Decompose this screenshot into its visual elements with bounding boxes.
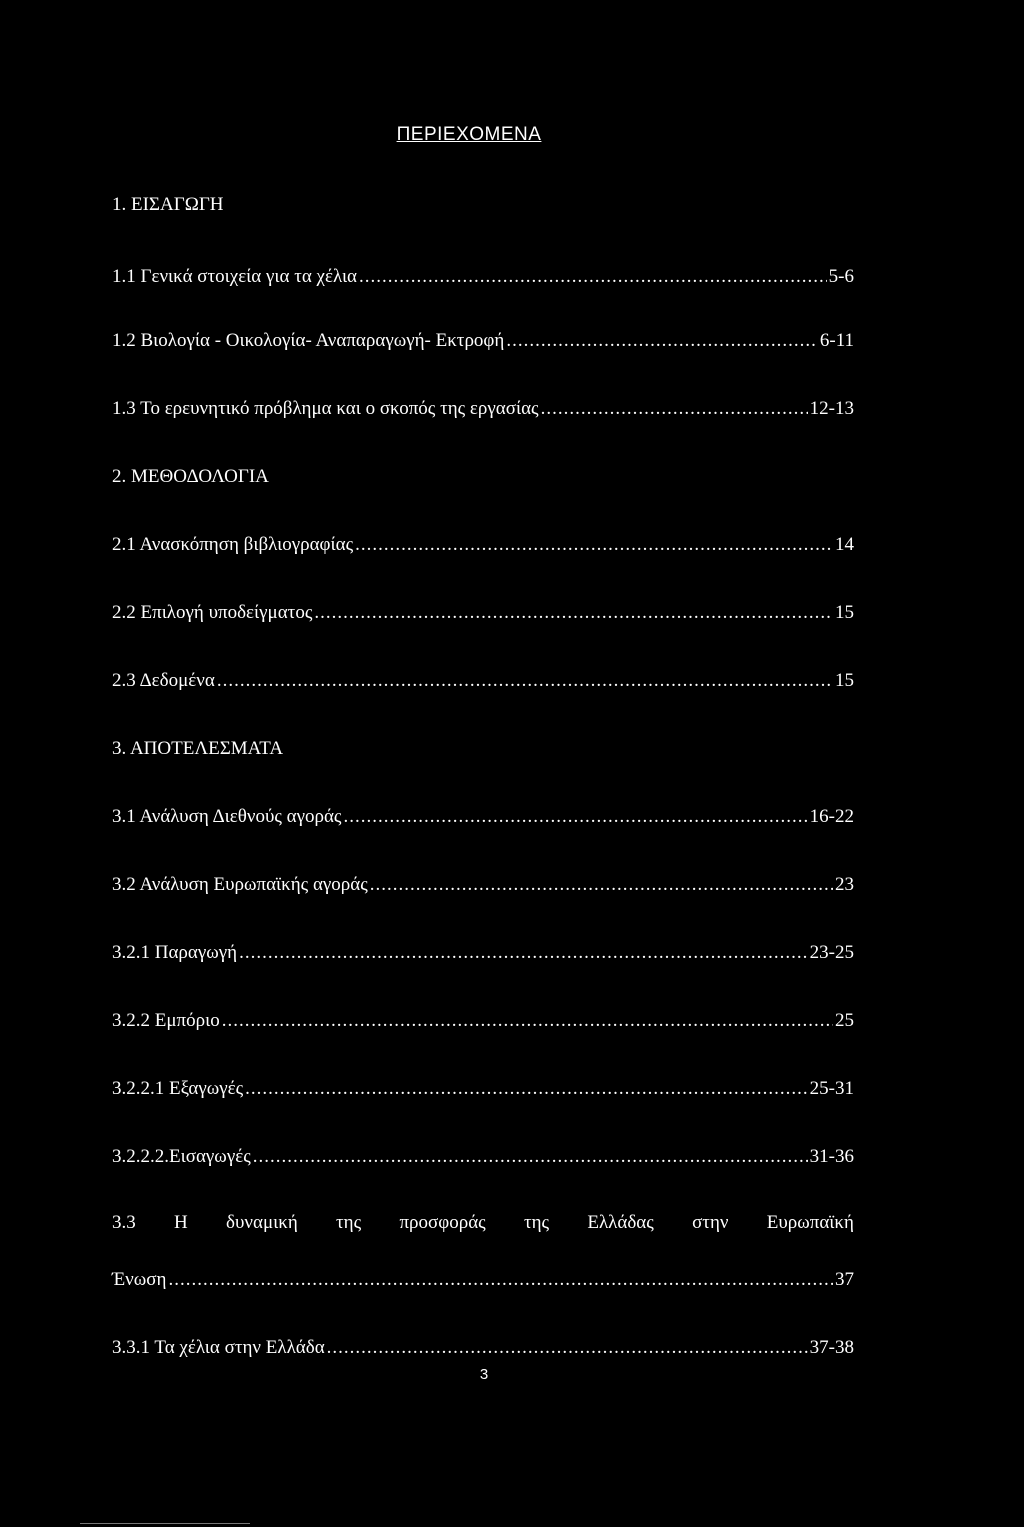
toc-entry-page: 37-38	[809, 1337, 854, 1358]
page-title: ΠΕΡΙΕΧΟΜΕΝΑ	[396, 124, 542, 145]
toc-entry-label: 1.1 Γενικά στοιχεία για τα χέλια	[112, 266, 358, 287]
toc-leader-dots	[239, 941, 808, 965]
toc-leader-dots	[343, 805, 807, 829]
toc-entry-2-3	[112, 669, 854, 693]
toc-entry-page: 16-22	[809, 806, 854, 827]
toc-entry-1-1	[112, 265, 854, 289]
toc-entry-label: Ένωση	[112, 1269, 167, 1290]
toc-entry-3-2-2	[112, 1009, 854, 1033]
toc-word: της	[336, 1212, 362, 1233]
toc-word: της	[523, 1212, 550, 1233]
toc-entry-label: 3.3.1 Τα χέλια στην Ελλάδα	[112, 1337, 325, 1358]
toc-leader-dots	[222, 1009, 833, 1033]
toc-entry-page: 23-25	[809, 942, 854, 963]
toc-entry-page: 31-36	[809, 1146, 854, 1167]
toc-leader-dots	[359, 265, 827, 289]
toc-entry-page: 23	[835, 874, 854, 895]
toc-entry-page: 14	[835, 534, 854, 555]
toc-leader-dots	[168, 1268, 833, 1292]
page-number: 3	[479, 1366, 489, 1383]
footer-rule	[80, 1523, 250, 1524]
toc-word: δυναμική	[226, 1212, 298, 1233]
section-heading-methodology: 2. ΜΕΘΟΔΟΛΟΓΙΑ	[112, 466, 269, 487]
toc-entry-1-2	[112, 329, 854, 353]
toc-entry-page: 12-13	[809, 398, 854, 419]
section-heading-introduction: 1. ΕΙΣΑΓΩΓΗ	[112, 194, 224, 215]
toc-entry-label: 2.3 Δεδομένα	[112, 670, 215, 691]
toc-entry-3-2	[112, 873, 854, 897]
toc-entry-label: 3.2 Ανάλυση Ευρωπαϊκής αγοράς	[112, 874, 368, 895]
toc-entry-1-3	[112, 397, 854, 421]
toc-leader-dots	[506, 329, 818, 353]
toc-entry-label: 3.1 Ανάλυση Διεθνούς αγοράς	[112, 806, 342, 827]
toc-leader-dots	[245, 1077, 808, 1101]
toc-entry-3-3-continuation	[112, 1268, 854, 1292]
section-heading-results: 3. ΑΠΟΤΕΛΕΣΜΑΤΑ	[112, 738, 284, 759]
toc-leader-dots	[327, 1336, 808, 1360]
toc-leader-dots	[314, 601, 833, 625]
toc-word: προσφοράς	[399, 1212, 486, 1233]
toc-entry-3-2-1	[112, 941, 854, 965]
toc-entry-label: 2.2 Επιλογή υποδείγματος	[112, 602, 313, 623]
toc-entry-label: 3.2.2.2.Εισαγωγές	[112, 1146, 251, 1167]
toc-entry-label: 2.1 Ανασκόπηση βιβλιογραφίας	[112, 534, 354, 555]
toc-entry-page: 5-6	[828, 266, 854, 287]
toc-entry-page: 6-11	[819, 330, 854, 351]
toc-word: 3.3	[112, 1212, 136, 1233]
toc-entry-3-3-first-line	[112, 1211, 854, 1235]
toc-entry-2-1	[112, 533, 854, 557]
toc-entry-3-1	[112, 805, 854, 829]
toc-leader-dots	[370, 873, 833, 897]
toc-entry-page: 15	[835, 670, 854, 691]
toc-entry-page: 25	[835, 1010, 854, 1031]
toc-word: Ευρωπαϊκή	[766, 1212, 854, 1233]
toc-entry-page: 37	[835, 1269, 854, 1290]
toc-entry-3-2-2-1	[112, 1077, 854, 1101]
toc-entry-label: 3.2.2 Εμπόριο	[112, 1010, 220, 1031]
toc-entry-label: 3.2.1 Παραγωγή	[112, 942, 238, 963]
toc-leader-dots	[217, 669, 833, 693]
toc-word: στην	[692, 1212, 729, 1233]
toc-entry-label: 1.3 Το ερευνητικό πρόβλημα και ο σκοπός της εργασίας	[112, 398, 539, 419]
toc-entry-page: 15	[835, 602, 854, 623]
toc-leader-dots	[253, 1145, 808, 1169]
toc-entry-2-2	[112, 601, 854, 625]
toc-leader-dots	[355, 533, 833, 557]
toc-entry-3-3-1	[112, 1336, 854, 1360]
toc-word: Η	[174, 1212, 188, 1233]
toc-word: Ελλάδας	[587, 1212, 654, 1233]
toc-leader-dots	[541, 397, 808, 421]
toc-entry-label: 3.2.2.1 Εξαγωγές	[112, 1078, 244, 1099]
toc-entry-3-2-2-2	[112, 1145, 854, 1169]
toc-entry-label: 1.2 Βιολογία - Οικολογία- Αναπαραγωγή- Εκτροφή	[112, 330, 505, 351]
toc-entry-page: 25-31	[809, 1078, 854, 1099]
